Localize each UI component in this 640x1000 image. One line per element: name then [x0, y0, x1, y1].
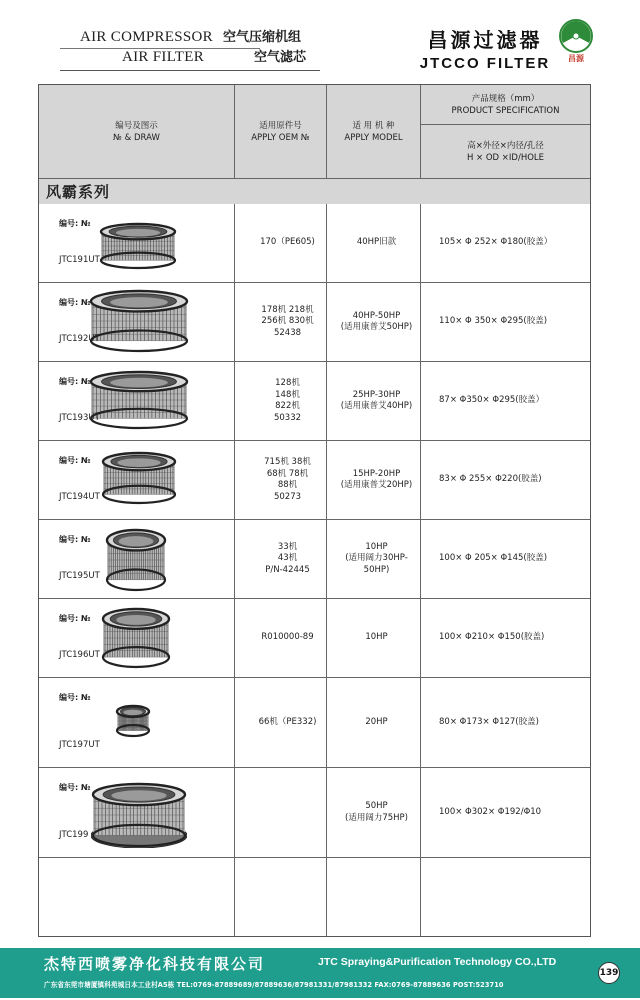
- brand-block: [410, 24, 560, 72]
- apply-model: (适用阔力75HP): [345, 812, 408, 823]
- oem-cell: [235, 678, 327, 767]
- header-model-en: APPLY MODEL: [344, 132, 403, 143]
- footer-address: 广东省东莞市塘厦镇科苑城日本工业村A5栋 TEL:0769-87889689/87889636/87981331/87981332 FAX:0769-87889636 POST:523710: [44, 981, 504, 989]
- oem-cell: [235, 768, 327, 857]
- oem-cell: [235, 362, 327, 440]
- oem-cell: [235, 599, 327, 677]
- product-spec: 83× Φ 255× Φ220(胶盖): [439, 474, 542, 485]
- product-code: JTC199: [59, 829, 89, 840]
- apply-model: 10HP: [365, 632, 388, 643]
- heading-air-compressor-cn: 空气压缩机组: [223, 30, 302, 45]
- product-code: JTC195UT: [59, 570, 100, 581]
- product-no-label: 编号: №: [59, 456, 91, 465]
- table-header-row: [39, 85, 590, 179]
- product-draw-cell: [39, 599, 235, 677]
- product-spec: 100× Φ210× Φ150(胶盖): [439, 632, 545, 643]
- spec-cell: [421, 768, 590, 857]
- product-spec: 80× Φ173× Φ127(胶盖): [439, 716, 539, 727]
- apply-model: 40HP-50HP: [352, 310, 401, 321]
- product-draw-cell: [39, 362, 235, 440]
- product-draw-cell: [39, 678, 235, 767]
- header-oem-en: APPLY OEM №: [251, 132, 310, 143]
- table-row: [39, 441, 590, 520]
- apply-model: (适用康普艾20HP): [340, 480, 413, 490]
- model-cell: [327, 441, 421, 519]
- oem-number: 148机: [275, 389, 300, 400]
- model-cell: [327, 768, 421, 857]
- empty-cell: [327, 858, 421, 936]
- oem-number: 52438: [273, 327, 302, 338]
- air-filter-image: [115, 704, 151, 743]
- product-spec: 105× Φ 252× Φ180(胶盖）: [439, 237, 553, 248]
- spec-cell: [421, 204, 590, 282]
- air-filter-image: [105, 528, 167, 597]
- model-cell: [327, 599, 421, 677]
- footer-company-en: JTC Spraying&Purification Technology CO.,LTD: [318, 956, 557, 968]
- table-row: [39, 520, 590, 599]
- header-model-cn: 适 用 机 种: [352, 120, 395, 131]
- apply-model: (适用康普艾50HP): [340, 322, 413, 332]
- product-no-label: 编号: №: [59, 783, 91, 792]
- oem-number: 715机 38机: [264, 457, 311, 467]
- catalog-section-heading: [60, 26, 320, 66]
- air-filter-image: [91, 782, 187, 853]
- apply-model: 40HP旧款: [356, 237, 397, 248]
- product-draw-cell: [39, 441, 235, 519]
- oem-cell: [235, 283, 327, 361]
- oem-number: 256机 830机: [261, 316, 314, 327]
- air-filter-image: [89, 370, 189, 435]
- oem-number: 68机 78机: [266, 468, 309, 479]
- header-no-draw-cn: 编号及图示: [115, 120, 158, 131]
- heading-air-compressor-en: AIR COMPRESSOR: [80, 29, 213, 45]
- oem-number: R010000-89: [261, 632, 314, 643]
- series-title: 风霸系列: [39, 179, 590, 204]
- product-no-label: 编号: №: [59, 614, 91, 623]
- model-cell: [327, 283, 421, 361]
- product-spec: 110× Φ 350× Φ295(胶盖): [439, 316, 548, 327]
- header-no-draw: [39, 85, 235, 178]
- product-draw-cell: [39, 204, 235, 282]
- brand-logo: [558, 18, 594, 64]
- header-spec-sub-en: H × OD ×ID/HOLE: [466, 152, 545, 163]
- oem-cell: [235, 204, 327, 282]
- brand-name-en: JTCCO FILTER: [419, 55, 551, 72]
- apply-model: (适用阔力30HP-50HP): [345, 553, 408, 575]
- model-cell: [327, 520, 421, 598]
- table-row: [39, 204, 590, 283]
- oem-number: 88机: [277, 480, 298, 490]
- header-spec: [421, 85, 590, 178]
- header-model: [327, 85, 421, 178]
- oem-cell: [235, 441, 327, 519]
- product-no-label: 编号: №: [59, 219, 91, 228]
- table-row: [39, 768, 590, 858]
- header-oem-cn: 适用原件号: [259, 120, 302, 131]
- apply-model: 10HP: [365, 541, 388, 552]
- apply-model: 20HP: [365, 716, 388, 727]
- empty-cell: [421, 858, 590, 936]
- air-filter-image: [101, 607, 171, 674]
- table-row: [39, 362, 590, 441]
- spec-cell: [421, 441, 590, 519]
- spec-cell: [421, 520, 590, 598]
- model-cell: [327, 678, 421, 767]
- spec-cell: [421, 362, 590, 440]
- oem-number: 66机（PE332): [258, 716, 317, 727]
- oem-number: 50332: [273, 412, 302, 423]
- product-code: JTC194UT: [59, 491, 100, 502]
- air-filter-image: [99, 222, 177, 275]
- header-spec-cn: 产品规格（mm）: [471, 93, 540, 104]
- oem-number: 33机: [277, 541, 298, 552]
- brand-logo-mark-icon: [558, 18, 594, 54]
- apply-model: 25HP-30HP: [352, 389, 401, 400]
- product-no-label: 编号: №: [59, 693, 91, 702]
- product-table: [38, 84, 591, 937]
- oem-number: 170（PE605): [260, 237, 315, 248]
- heading-rule: [60, 70, 320, 71]
- header-oem: [235, 85, 327, 178]
- header-no-draw-en: № & DRAW: [113, 132, 160, 143]
- product-spec: 87× Φ350× Φ295(胶盖）: [439, 395, 545, 406]
- product-code: JTC196UT: [59, 649, 100, 660]
- apply-model: (适用康普艾40HP): [340, 401, 413, 411]
- apply-model: 50HP: [365, 801, 388, 811]
- heading-air-filter-en: AIR FILTER: [122, 49, 205, 65]
- page-number: 139: [598, 962, 620, 984]
- brand-name-cn: 昌源过滤器: [427, 28, 543, 52]
- oem-number: 128机: [275, 378, 300, 388]
- header-spec-en: PRODUCT SPECIFICATION: [451, 105, 560, 116]
- spec-cell: [421, 678, 590, 767]
- apply-model: 15HP-20HP: [352, 468, 401, 479]
- header-spec-sub-cn: 高×外径×内径/孔径: [467, 140, 544, 151]
- oem-number: 822机: [275, 401, 300, 411]
- model-cell: [327, 204, 421, 282]
- footer-company-cn: 杰特西喷雾净化科技有限公司: [44, 955, 266, 973]
- product-spec: 100× Φ 205× Φ145(胶盖): [439, 553, 548, 564]
- product-no-label: 编号: №: [59, 298, 91, 307]
- product-no-label: 编号: №: [59, 535, 91, 544]
- oem-number: 43机: [277, 553, 298, 564]
- product-code: JTC193UT: [59, 412, 100, 423]
- product-code: JTC197UT: [59, 739, 100, 750]
- spec-cell: [421, 283, 590, 361]
- footer-bar: [0, 948, 640, 998]
- model-cell: [327, 362, 421, 440]
- heading-top-rule: [60, 48, 260, 49]
- air-filter-image: [89, 289, 189, 358]
- oem-cell: [235, 520, 327, 598]
- air-filter-image: [101, 451, 177, 510]
- product-draw-cell: [39, 768, 235, 857]
- heading-air-filter-cn: 空气滤芯: [254, 50, 307, 65]
- oem-number: 50273: [273, 491, 302, 502]
- brand-logo-text: 昌源: [568, 54, 584, 63]
- product-code: JTC191UT: [59, 254, 100, 265]
- product-code: JTC192UT: [59, 333, 100, 344]
- table-row: [39, 599, 590, 678]
- table-row: [39, 678, 590, 768]
- spec-cell: [421, 599, 590, 677]
- product-draw-cell: [39, 283, 235, 361]
- table-row: [39, 283, 590, 362]
- oem-number: 178机 218机: [261, 304, 314, 315]
- product-spec: 100× Φ302× Φ192/Φ10: [439, 806, 542, 817]
- oem-number: P/N-42445: [265, 564, 310, 575]
- product-draw-cell: [39, 520, 235, 598]
- empty-table-row: [39, 858, 590, 936]
- empty-cell: [235, 858, 327, 936]
- product-no-label: 编号: №: [59, 377, 91, 386]
- empty-cell: [39, 858, 235, 936]
